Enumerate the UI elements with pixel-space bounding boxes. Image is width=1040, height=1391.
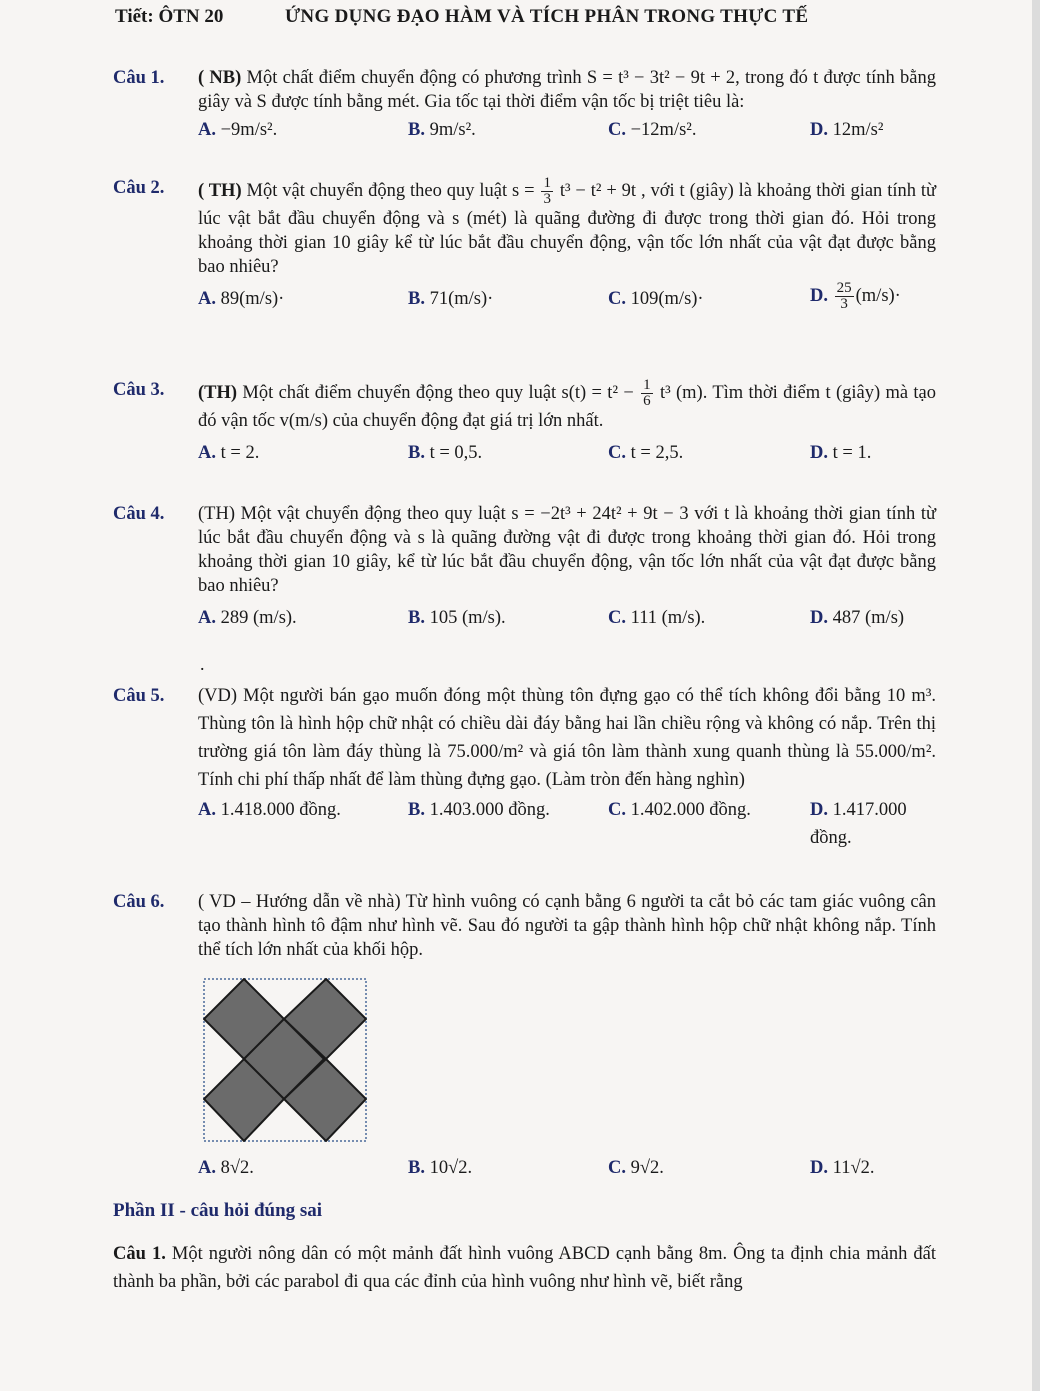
section-2-question-1 [113, 1240, 936, 1296]
question-level: (TH) [198, 504, 235, 524]
option-c[interactable]: C. 111 (m/s). [608, 608, 706, 628]
option-c[interactable]: C. −12m/s². [608, 120, 697, 140]
question-number: Câu 1. [113, 68, 165, 88]
question-body [198, 176, 936, 279]
option-c[interactable]: C. 109(m/s)· [608, 289, 704, 309]
question-text: Một chất điểm chuyển động theo quy luật s(t) = t² − [242, 382, 634, 403]
question-text-cont: t³ (m). Tìm thời điểm t (giây) mà tạo đó vận tốc v(m/s) của chuyển động đạt giá trị lớn nhất. [198, 382, 937, 431]
question-level: ( TH) [198, 180, 242, 201]
option-a[interactable]: A. 8√2. [198, 1158, 254, 1178]
question-text: Từ hình vuông có cạnh bằng 6 người ta cắt bỏ các tam giác vuông cân tạo thành hình tô đậm như hình vẽ. Sau đó người ta gập thành hình hộp chữ nhật không nắp. Tính thể tích lớn nhất của khối hộp. [198, 892, 937, 960]
answer-options [198, 1156, 936, 1182]
question-level: ( VD – Hướng dẫn về nhà) [198, 892, 401, 912]
cut-square-figure [203, 978, 367, 1142]
option-d[interactable]: D. 1.417.000 đồng. [810, 800, 907, 848]
option-c[interactable]: C. t = 2,5. [608, 443, 684, 463]
question-body [198, 378, 936, 433]
question-number: Câu 6. [113, 892, 165, 912]
question-text-cont: t³ − t² + 9t , với t (giây) là khoảng thời gian tính từ lúc vật bắt đầu chuyển động và s (mét) là quãng đường đi được trong thời gian đó. Hỏi trong khoảng thời gian 10 giây kể từ lúc bắt đầu chuyển động, vận tốc lớn nhất của vật đạt được bằng bao nhiêu? [198, 180, 937, 277]
question-6 [113, 890, 936, 962]
question-number: Câu 3. [113, 380, 165, 400]
option-b[interactable]: B. 71(m/s)· [408, 289, 494, 309]
question-number: Câu 2. [113, 178, 165, 198]
question-text: Một vật chuyển động theo quy luật s = [246, 180, 535, 201]
option-b[interactable]: B. t = 0,5. [408, 443, 483, 463]
question-level: ( NB) [198, 68, 242, 88]
question-body [198, 890, 936, 962]
answer-options [198, 280, 936, 313]
question-text: Một người nông dân có một mảnh đất hình vuông ABCD cạnh bằng 8m. Ông ta định chia mảnh đất thành ba phần, bởi các parabol đi qua các đỉnh của hình vuông như hình vẽ, biết rằng [113, 1244, 936, 1292]
option-a[interactable]: A. 289 (m/s). [198, 608, 297, 628]
option-b[interactable]: B. 105 (m/s). [408, 608, 506, 628]
option-a[interactable]: A. −9m/s². [198, 120, 278, 140]
section-2-title: Phần II - câu hỏi đúng sai [113, 1200, 323, 1221]
question-text: Một chất điểm chuyển động có phương trình S = t³ − 3t² − 9t + 2, trong đó t được tính bằng giây và S được tính bằng mét. Gia tốc tại thời điểm vận tốc bị triệt tiêu là: [198, 68, 937, 112]
option-c[interactable]: C. 1.402.000 đồng. [608, 800, 751, 820]
lesson-label: Tiết: ÔTN 20 [115, 6, 224, 27]
option-c[interactable]: C. 9√2. [608, 1158, 664, 1178]
question-text: Một người bán gạo muốn đóng một thùng tôn đựng gạo có thể tích không đổi bằng 10 m³. Thùng tôn là hình hộp chữ nhật có chiều dài đáy bằng hai lần chiều rộng và không có nắp. Trên thị trường giá tôn làm đáy thùng là 75.000/m² và giá tôn làm thành xung quanh thùng là 55.000/m². Tính chi phí thấp nhất để làm thùng đựng gạo. (Làm tròn đến hàng nghìn) [198, 686, 936, 790]
option-a[interactable]: A. 89(m/s)· [198, 289, 285, 309]
stray-dot: . [200, 654, 205, 674]
page-edge [1032, 0, 1040, 1391]
option-d[interactable]: D. 12m/s² [810, 120, 884, 140]
option-d[interactable]: D. $\frac{25}{3}$ (m/s)· [810, 280, 901, 312]
option-a[interactable]: A. t = 2. [198, 443, 260, 463]
question-level: (VD) [198, 686, 238, 706]
option-b[interactable]: B. 10√2. [408, 1158, 473, 1178]
page-title: ỨNG DỤNG ĐẠO HÀM VÀ TÍCH PHÂN TRONG THỰC TẾ [285, 6, 809, 27]
question-3 [113, 378, 936, 467]
answer-options [198, 118, 936, 144]
question-4 [113, 502, 936, 632]
answer-options [198, 796, 936, 848]
fraction: $\frac{1}{3}$ [543, 175, 551, 207]
question-6-options [113, 1152, 936, 1182]
option-d[interactable]: D. 11√2. [810, 1158, 875, 1178]
question-1 [113, 66, 936, 144]
question-level: (TH) [198, 382, 238, 403]
question-number: Câu 5. [113, 686, 165, 706]
question-5 [113, 682, 936, 848]
fraction: $\frac{1}{6}$ [643, 377, 651, 409]
question-number: Câu 1. [113, 1244, 166, 1264]
option-b[interactable]: B. 1.403.000 đồng. [408, 800, 550, 820]
question-body [198, 502, 936, 598]
question-body [198, 66, 936, 114]
question-2 [113, 176, 936, 313]
answer-options [198, 606, 936, 632]
question-body [198, 682, 936, 794]
question-text: Một vật chuyển động theo quy luật s = −2t³ + 24t² + 9t − 3 với t là khoảng thời gian tính từ lúc bắt đầu chuyển động và s là quãng đường vật đi được trong khoảng thời gian đó. Hỏi trong khoảng thời gian 10 giây, kể từ lúc bắt đầu chuyển động, vận tốc lớn nhất của vật đạt được bằng bao nhiêu? [198, 504, 937, 596]
option-d[interactable]: D. 487 (m/s) [810, 608, 905, 628]
question-number: Câu 4. [113, 504, 165, 524]
option-d[interactable]: D. t = 1. [810, 443, 872, 463]
option-a[interactable]: A. 1.418.000 đồng. [198, 800, 341, 820]
option-b[interactable]: B. 9m/s². [408, 120, 476, 140]
answer-options [198, 441, 936, 467]
